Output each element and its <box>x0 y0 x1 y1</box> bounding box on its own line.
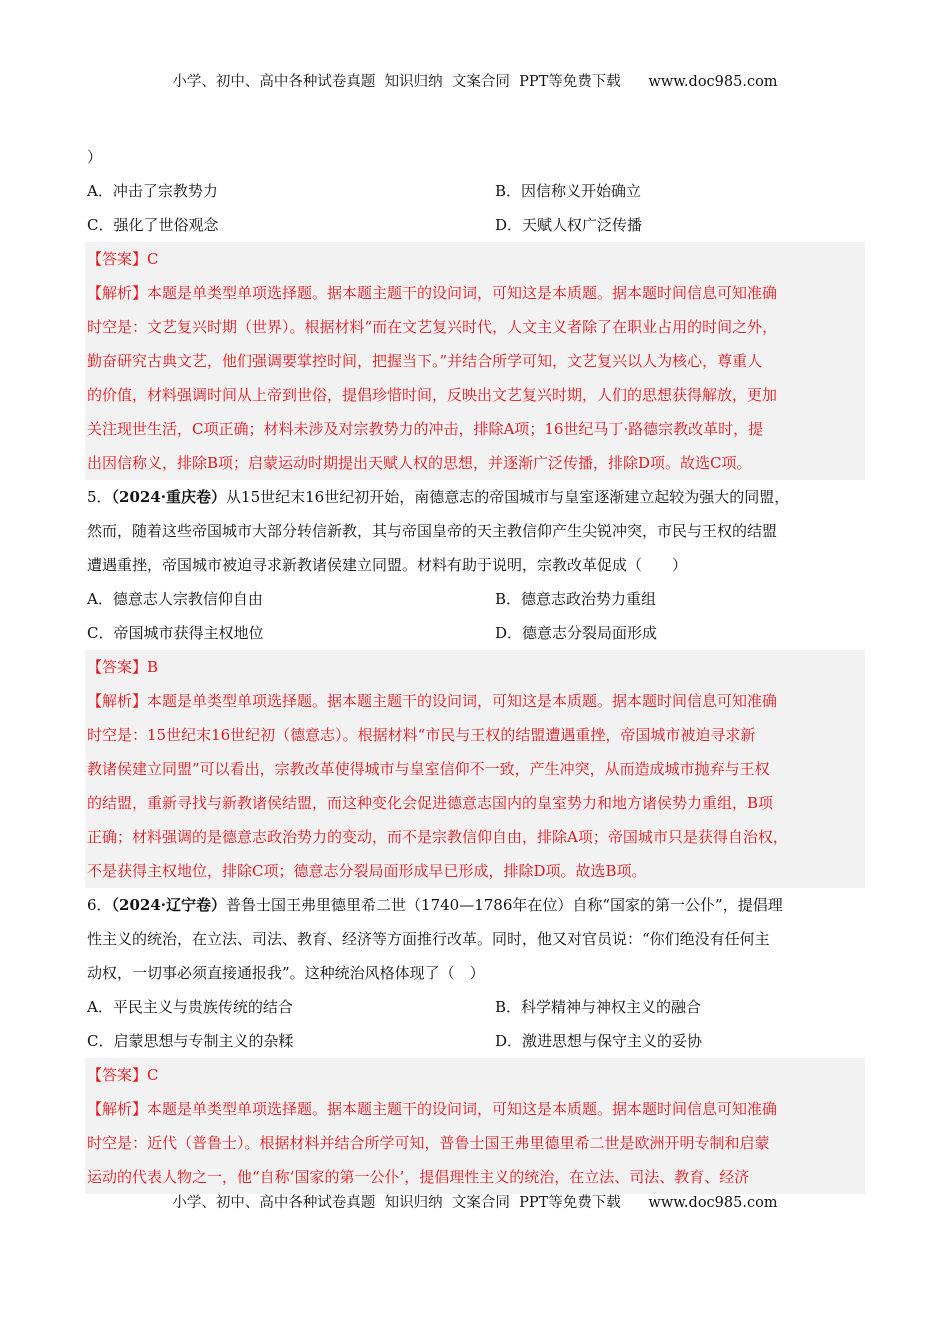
q6-answer-block <box>85 1058 865 1194</box>
q5-answer: 【答案】B <box>87 658 159 676</box>
q5-stem <box>87 480 865 582</box>
q4-analysis-line: 【解析】本题是单类型单项选择题。据本题主题干的设问词，可知这是本质题。据本题时间信息可知准确 <box>87 284 778 302</box>
q5-analysis-line: 不是获得主权地位，排除C项；德意志分裂局面形成早已形成，排除D项。故选B项。 <box>87 862 647 880</box>
q4-analysis-line: 勤奋研究古典文艺，他们强调要掌控时间，把握当下。”并结合所学可知，文艺复兴以人为核心，尊重人 <box>87 352 763 370</box>
q4-option-b: B．因信称义开始确立 <box>495 182 642 200</box>
q5-answer-block <box>85 650 865 888</box>
q6-number: 6． <box>87 896 112 914</box>
page-header: 小学、初中、高中各种试卷真题 知识归纳 文案合同 PPT等免费下载 www.doc985.com <box>172 74 778 90</box>
q5-stem-line-1 <box>87 480 865 514</box>
q5-option-b: B．德意志政治势力重组 <box>495 590 657 608</box>
q4-answer-block <box>85 242 865 480</box>
q6-stem-line-3: 动权，一切事必须直接通报我”。这种统治风格体现了（ ） <box>87 964 485 982</box>
q4-analysis-line: 的价值，材料强调时间从上帝到世俗，提倡珍惜时间，反映出文艺复兴时期，人们的思想获得解放，更加 <box>87 386 778 404</box>
q4-options-row-1 <box>87 174 865 208</box>
q5-source: （2024·重庆卷） <box>111 488 227 506</box>
q6-stem-line-2: 性主义的统治，在立法、司法、教育、经济等方面推行改革。同时，他又对官员说：“你们绝没有任何主 <box>87 930 770 948</box>
q5-option-a: A．德意志人宗教信仰自由 <box>87 590 263 608</box>
q5-options-row-1 <box>87 582 865 616</box>
q4-analysis-line: 出因信称义，排除B项；启蒙运动时期提出天赋人权的思想，并逐渐广泛传播，排除D项。故选C项。 <box>87 454 752 472</box>
q6-options-row-2 <box>87 1024 865 1058</box>
q4-option-c: C．强化了世俗观念 <box>87 216 219 234</box>
q6-option-a: A．平民主义与贵族传统的结合 <box>87 998 293 1016</box>
q5-analysis-line: 的结盟，重新寻找与新教诸侯结盟，而这种变化会促进德意志国内的皇室势力和地方诸侯势力重组，B项 <box>87 794 774 812</box>
q5-analysis-line: 【解析】本题是单类型单项选择题。据本题主题干的设问词，可知这是本质题。据本题时间信息可知准确 <box>87 692 778 710</box>
q4-analysis-line: 关注现世生活，C项正确；材料未涉及对宗教势力的冲击，排除A项；16世纪马丁·路德宗教改革时，提 <box>87 420 764 438</box>
q6-stem-line-1 <box>87 888 865 922</box>
q5-options-row-2 <box>87 616 865 650</box>
q5-option-c: C．帝国城市获得主权地位 <box>87 624 264 642</box>
q6-option-b: B．科学精神与神权主义的融合 <box>495 998 702 1016</box>
q6-analysis-line: 运动的代表人物之一，他“自称‘国家的第一公仆’，提倡理性主义的统治，在立法、司法、教育、经济 <box>87 1168 750 1186</box>
q6-analysis-line: 【解析】本题是单类型单项选择题。据本题主题干的设问词，可知这是本质题。据本题时间信息可知准确 <box>87 1100 778 1118</box>
q4-stem-tail: ） <box>87 148 103 166</box>
q5-analysis-line: 时空是：15世纪末16世纪初（德意志）。根据材料“市民与王权的结盟遭遇重挫，帝国城市被迫寻求新 <box>87 726 756 744</box>
q4-option-d: D．天赋人权广泛传播 <box>495 216 643 234</box>
q5-stem-line-2: 然而，随着这些帝国城市大部分转信新教，其与帝国皇帝的天主教信仰产生尖锐冲突，市民与王权的结盟 <box>87 522 778 540</box>
q5-option-d: D．德意志分裂局面形成 <box>495 624 658 642</box>
q6-option-c: C．启蒙思想与专制主义的杂糅 <box>87 1032 294 1050</box>
q4-analysis-line: 时空是：文艺复兴时期（世界）。根据材料“而在文艺复兴时代，人文主义者除了在职业占用的时间之外， <box>87 318 778 336</box>
q6-answer: 【答案】C <box>87 1066 159 1084</box>
q6-options-row-1 <box>87 990 865 1024</box>
q6-analysis-line: 时空是：近代（普鲁士）。根据材料并结合所学可知，普鲁士国王弗里德里希二世是欧洲开明专制和启蒙 <box>87 1134 770 1152</box>
q6-option-d: D．激进思想与保守主义的妥协 <box>495 1032 703 1050</box>
page-content <box>87 140 865 1194</box>
q6-source: （2024·辽宁卷） <box>111 896 227 914</box>
q6-stem-text: 普鲁士国王弗里德里希二世（1740—1786年在位）自称“国家的第一公仆”，提倡理 <box>226 896 783 914</box>
q5-analysis-line: 正确；材料强调的是德意志政治势力的变动，而不是宗教信仰自由，排除A项；帝国城市只是获得自治权， <box>87 828 788 846</box>
q5-number: 5． <box>87 488 112 506</box>
q4-option-a: A．冲击了宗教势力 <box>87 182 218 200</box>
q5-stem-line-3: 遭遇重挫，帝国城市被迫寻求新教诸侯建立同盟。材料有助于说明，宗教改革促成（ ） <box>87 556 688 574</box>
q4-options-row-2 <box>87 208 865 242</box>
q5-analysis-line: 教诸侯建立同盟”可以看出，宗教改革使得城市与皇室信仰不一致，产生冲突，从而造成城市抛弃与王权 <box>87 760 770 778</box>
q6-stem <box>87 888 865 990</box>
q5-stem-text: 从15世纪末16世纪初开始，南德意志的帝国城市与皇室逐渐建立起较为强大的同盟， <box>226 488 790 506</box>
page-footer: 小学、初中、高中各种试卷真题 知识归纳 文案合同 PPT等免费下载 www.doc985.com <box>172 1195 778 1211</box>
q4-answer: 【答案】C <box>87 250 159 268</box>
